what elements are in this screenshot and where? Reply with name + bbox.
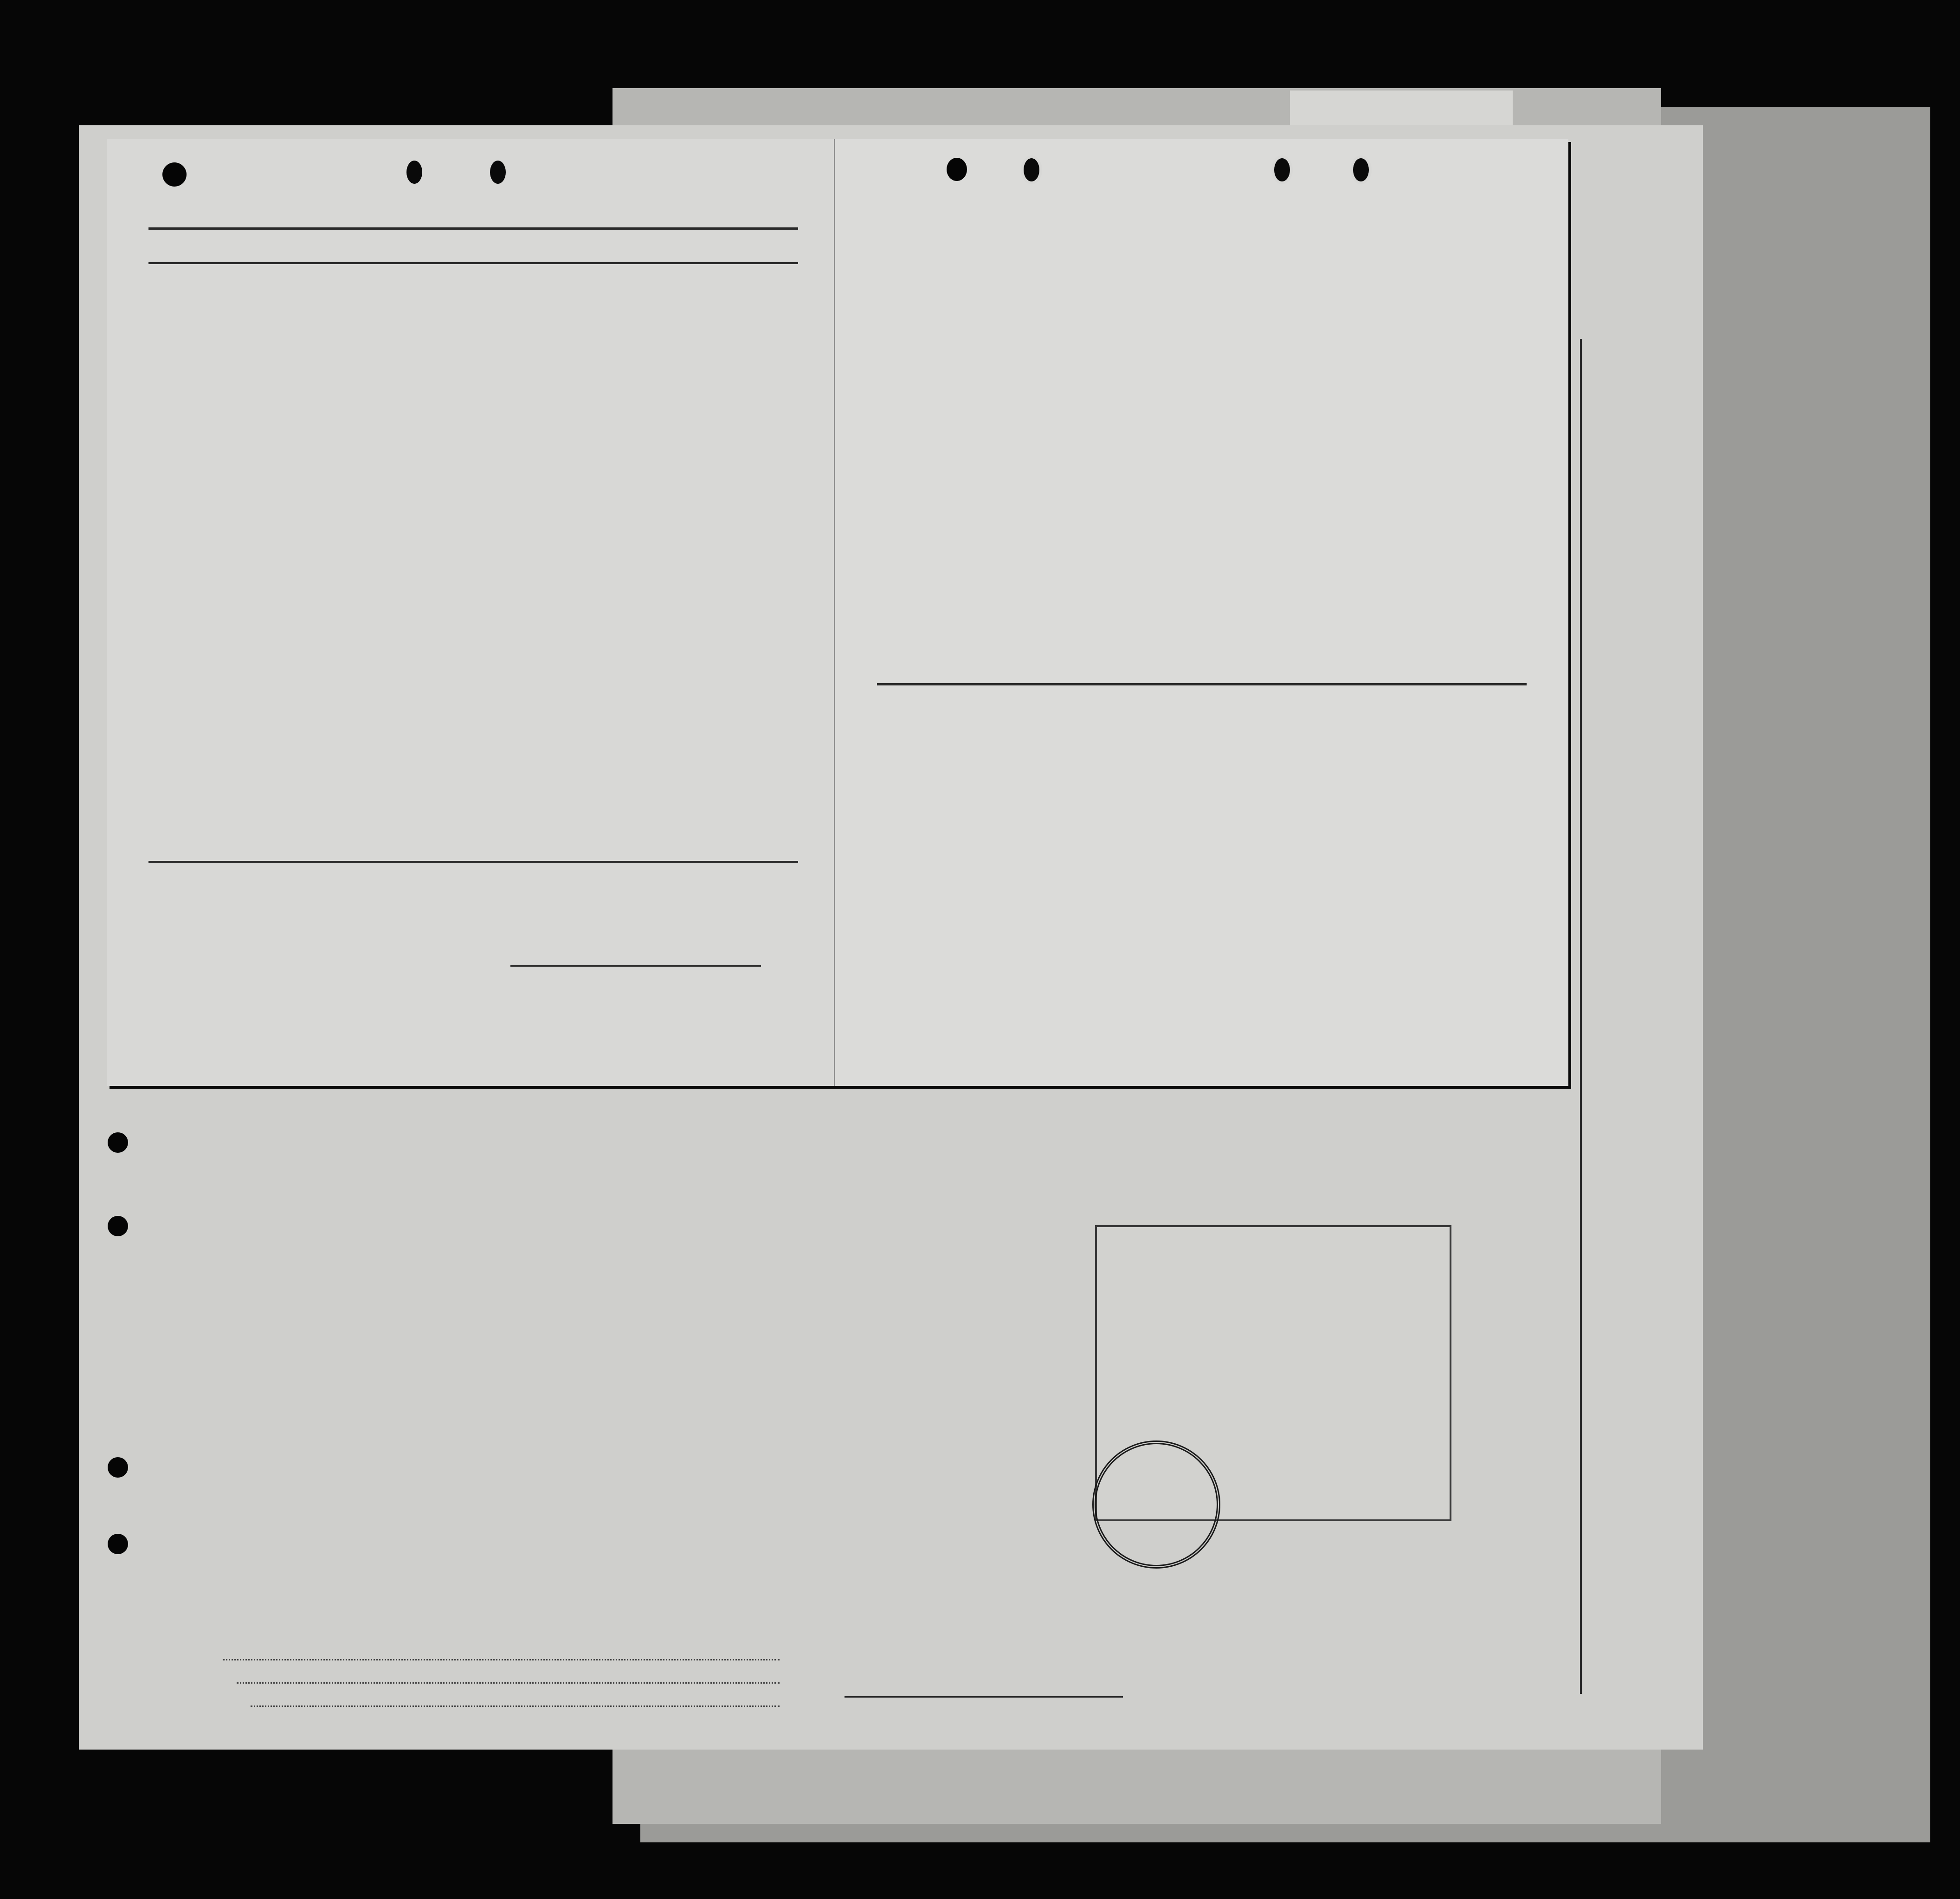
deserting-seamen-table — [877, 685, 1527, 1047]
left-form-page — [107, 139, 835, 1086]
consulate-seal — [1092, 1440, 1220, 1569]
consulate-stamp — [1095, 1225, 1451, 1521]
statement-fields — [835, 139, 1568, 696]
manifest-corner — [1582, 181, 1703, 224]
crew-rows — [79, 1072, 1703, 1211]
statement-form-page — [835, 139, 1568, 1086]
left-table-rows — [111, 295, 575, 388]
left-table-header — [148, 230, 798, 262]
